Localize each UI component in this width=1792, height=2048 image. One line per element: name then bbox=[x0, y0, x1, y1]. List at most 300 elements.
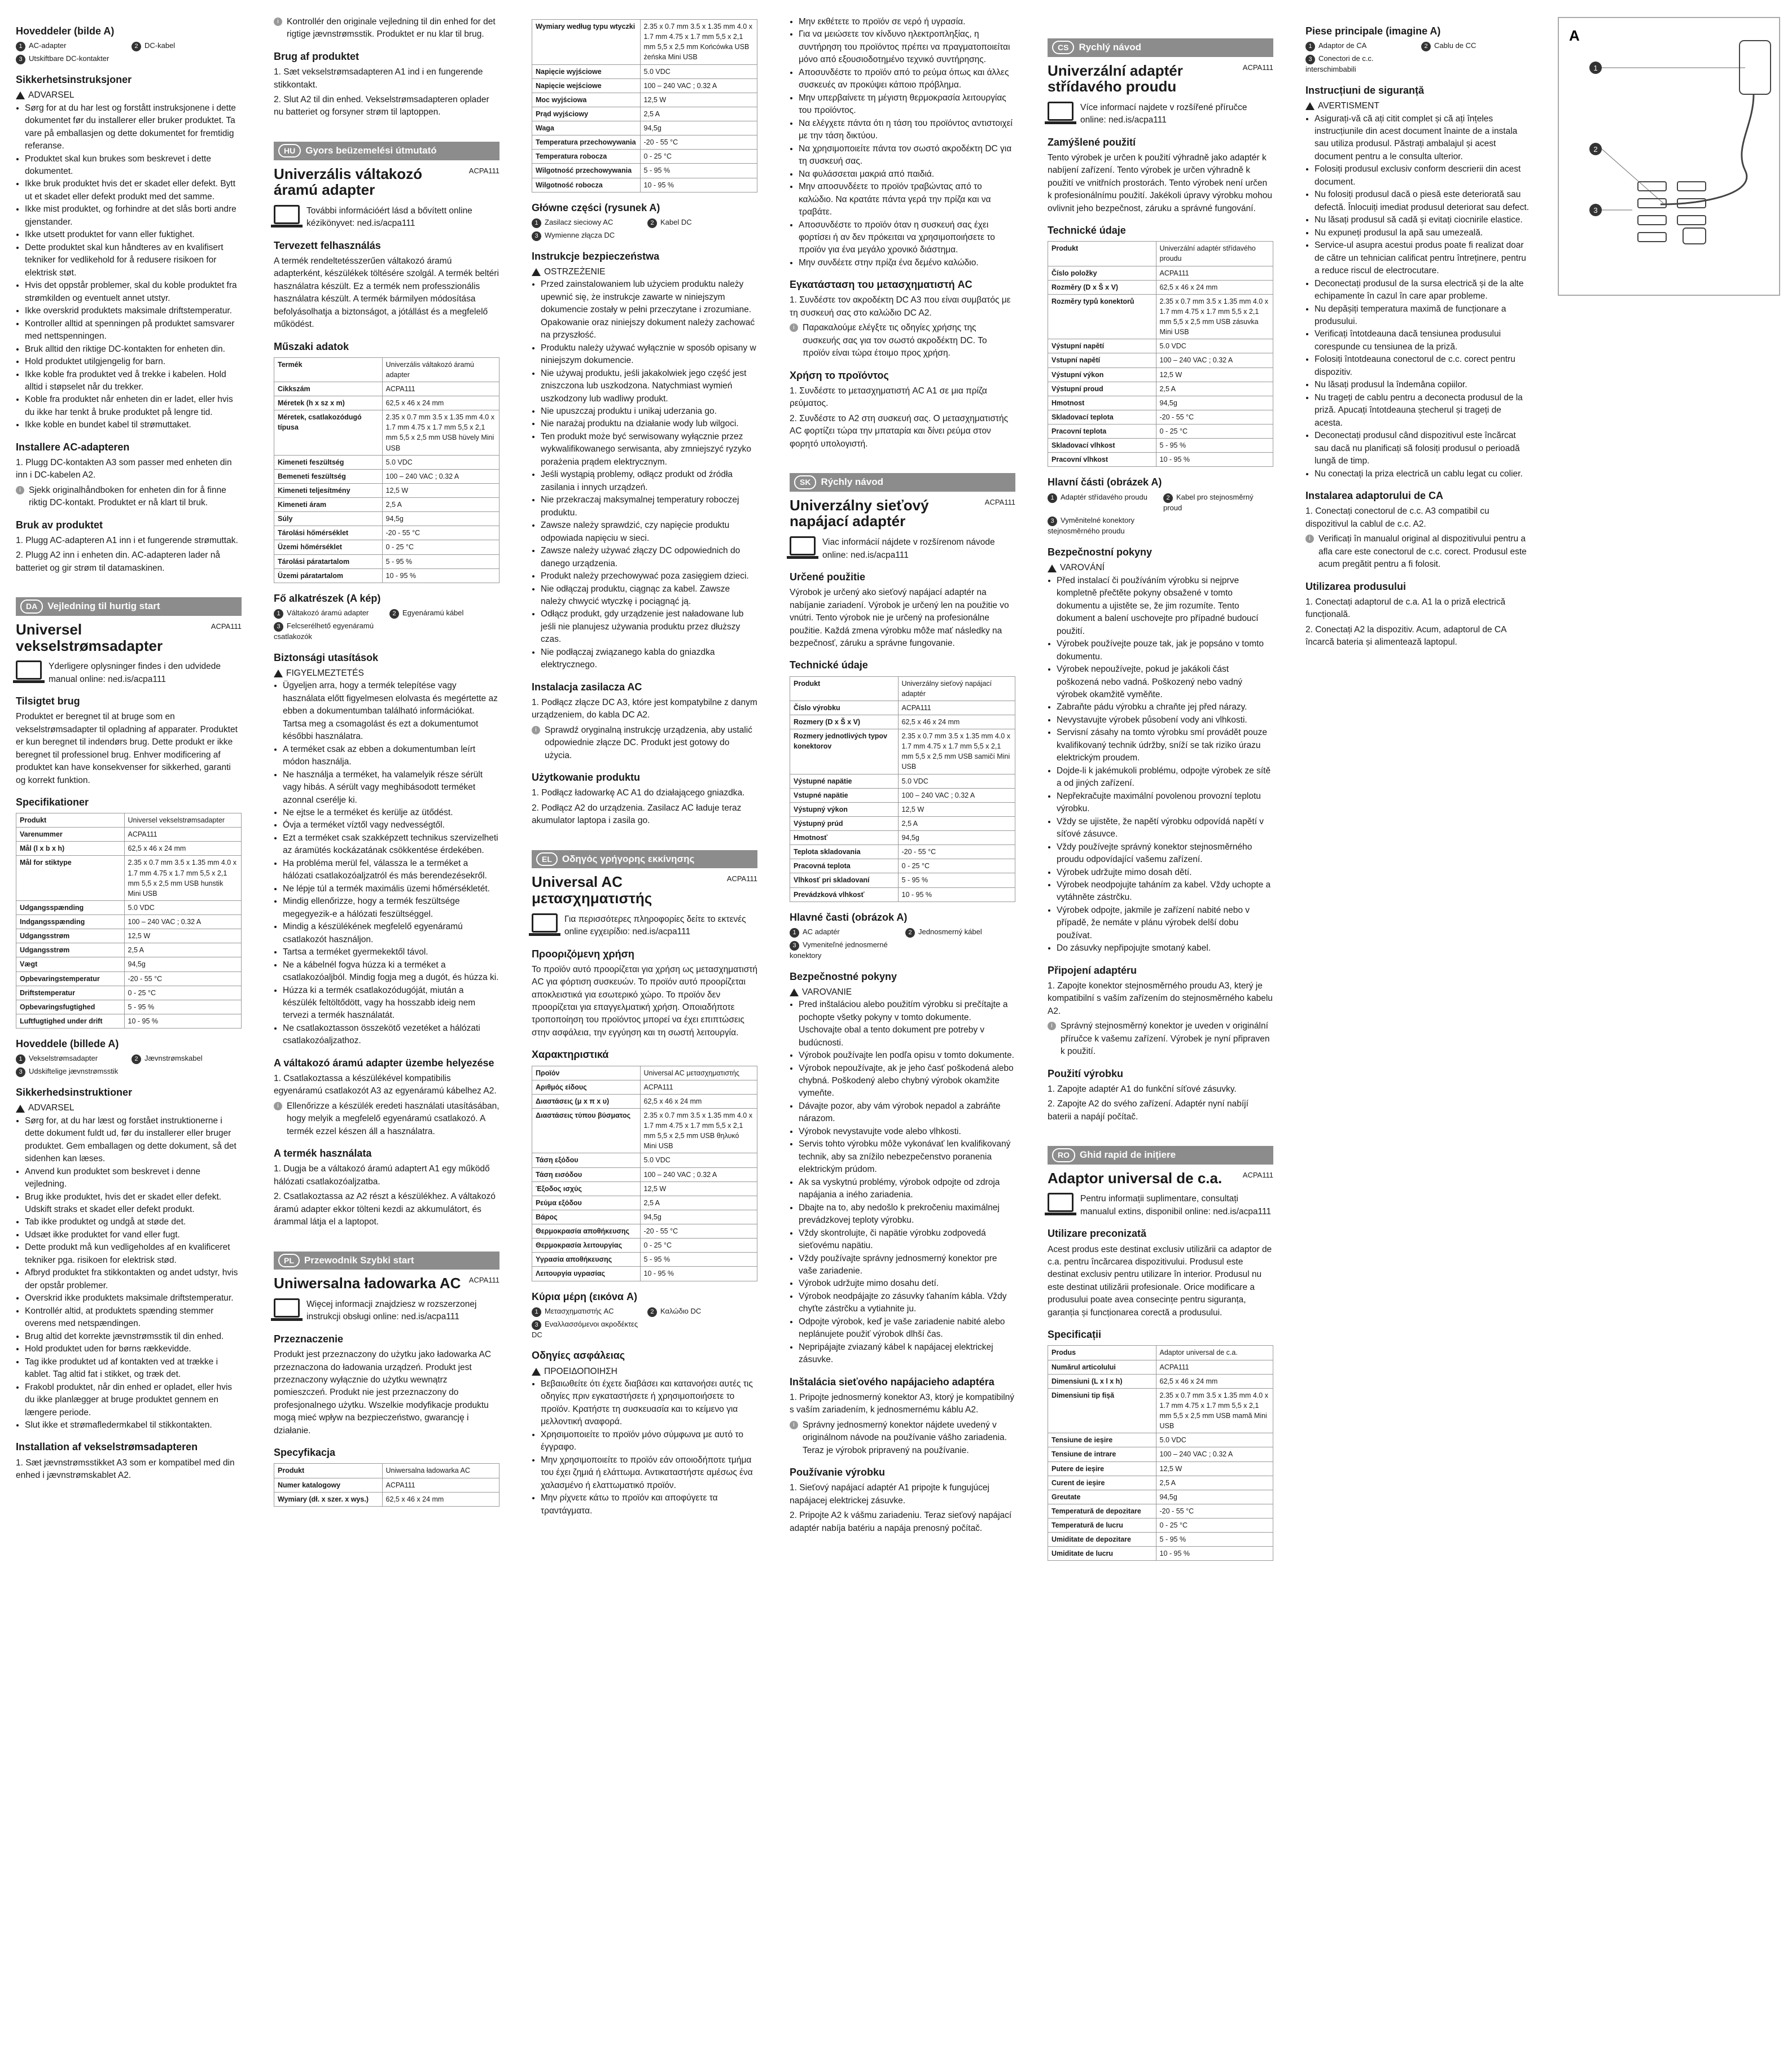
column bbox=[790, 16, 1015, 1537]
table-row bbox=[1048, 1519, 1273, 1533]
spec-value: 2,5 A bbox=[1156, 382, 1273, 396]
number-badge: 1 bbox=[532, 1307, 541, 1317]
spec-label: Tárolási hőmérséklet bbox=[274, 526, 383, 540]
list-item: • Ne ejtse le a terméket és kerülje az ütődést. bbox=[283, 807, 500, 819]
spec-label: Temperatură de lucru bbox=[1048, 1519, 1156, 1533]
spec-label: Rozmery jednotlivých typov konektorov bbox=[790, 729, 899, 774]
table-row bbox=[274, 483, 500, 497]
table-row bbox=[532, 135, 757, 150]
product-code: ACPA111 bbox=[211, 622, 242, 631]
table-row bbox=[16, 957, 242, 972]
online-manual-note bbox=[1048, 1193, 1273, 1218]
table-row bbox=[1048, 1461, 1273, 1476]
list-item: • Výrobek neodpojujte taháním za kabel. Vždy uchopte a vytáhněte zástrčku. bbox=[1057, 879, 1273, 904]
list-item: • Hold produktet utilgjengelig for barn. bbox=[25, 356, 242, 368]
list-item: • Ügyeljen arra, hogy a termék telepítése vagy használata előtt figyelmesen elolvasta és megértette az ebben a dokumentumban található információkat. Tartsa meg a csomagolást és ezt a dokumentumot későbbi használatra. bbox=[283, 680, 500, 743]
section-heading: Műszaki adatok bbox=[274, 340, 349, 352]
table-row bbox=[1048, 367, 1273, 382]
spec-value: 5.0 VDC bbox=[898, 774, 1015, 788]
figure-label: A bbox=[1569, 27, 1580, 44]
part-item: 3 Vymeniteľné jednosmerné konektory bbox=[790, 940, 888, 960]
spec-label: Numer katalogowy bbox=[274, 1478, 383, 1492]
spec-label: Opbevaringsfugtighed bbox=[16, 1000, 125, 1014]
section-heading: Bezpečnostní pokyny bbox=[1048, 546, 1153, 558]
table-row bbox=[1048, 280, 1273, 294]
list-item: • Service-ul asupra acestui produs poate fi realizat doar de către un tehnician calificat pentru întreținere, pentru a reduce riscul de electrocutare. bbox=[1315, 239, 1531, 277]
section-heading: Sikkerhedsinstruktioner bbox=[16, 1087, 133, 1099]
warning-label bbox=[790, 986, 1015, 999]
note bbox=[1048, 1020, 1273, 1058]
note-text: Správny jednosmerný konektor nájdete uvedený v originálnom návode na používanie vášho zariadenia. Teraz je výrobok pripravený na používanie. bbox=[803, 1420, 1007, 1455]
column bbox=[16, 16, 242, 1484]
table-row bbox=[274, 1478, 500, 1492]
spec-value: 12,5 W bbox=[1156, 1461, 1273, 1476]
section-heading: Zamýšlené použití bbox=[1048, 136, 1136, 148]
list-item: • Μην συνδέετε στην πρίζα ένα δεμένο καλώδιο. bbox=[799, 257, 1015, 269]
spec-value: 94,5g bbox=[640, 121, 757, 135]
table-row bbox=[16, 856, 242, 901]
number-badge: 1 bbox=[16, 42, 25, 51]
spec-table bbox=[1048, 241, 1273, 467]
table-row bbox=[1048, 410, 1273, 424]
spec-label: Driftstemperatur bbox=[16, 986, 125, 1000]
spec-label: Opbevaringstemperatur bbox=[16, 972, 125, 986]
spec-value: 5 - 95 % bbox=[1156, 439, 1273, 453]
section-heading: Specifikationer bbox=[16, 796, 89, 808]
product-name: Universel vekselstrømsadapter bbox=[16, 620, 163, 654]
body-text: 1. Podłącz ładowarkę AC A1 do działającego gniazdka. bbox=[532, 788, 745, 798]
list-item: • Ikke bruk produktet hvis det er skadet eller defekt. Bytt ut et skadet eller defekt produkt med det samme. bbox=[25, 178, 242, 203]
section-heading: Specificații bbox=[1048, 1329, 1102, 1341]
part-item: 1 AC-adapter bbox=[16, 41, 126, 51]
number-badge: 2 bbox=[905, 928, 915, 938]
spec-table bbox=[1048, 1345, 1273, 1561]
spec-value: -20 - 55 °C bbox=[1156, 1504, 1273, 1518]
spec-value: 2.35 x 0.7 mm 3.5 x 1.35 mm 4.0 x 1.7 mm 4.75 x 1.7 mm 5,5 x 2,1 mm 5,5 x 2,5 mm USB mamă Mini USB bbox=[1156, 1388, 1273, 1433]
note bbox=[790, 1419, 1015, 1457]
info-icon: i bbox=[274, 17, 282, 26]
spec-label: Napięcie wyjściowe bbox=[532, 64, 641, 78]
product-title bbox=[532, 874, 757, 909]
list-item: • Afbryd produktet fra stikkontakten og andet udstyr, hvis der opstår problemer. bbox=[25, 1267, 242, 1292]
section-heading: Installere AC-adapteren bbox=[16, 441, 130, 453]
spec-value: 5 - 95 % bbox=[382, 554, 499, 568]
product-title bbox=[274, 1275, 500, 1295]
part-item: 3 Vyměnitelné konektory stejnosměrného proudu bbox=[1048, 516, 1135, 536]
list-item: • Tartsa a terméket gyermekektől távol. bbox=[283, 946, 500, 959]
warning-text: VAROVANIE bbox=[802, 987, 852, 997]
spec-value: 62,5 x 46 x 24 mm bbox=[1156, 280, 1273, 294]
table-row bbox=[16, 915, 242, 929]
list-item: • Αποσυνδέστε το προϊόν όταν η συσκευή σας έχει φορτίσει ή αν δεν πρόκειται να χρησιμοποιήσετε το προϊόν για ένα μεγάλο χρονικό διάστημα. bbox=[799, 219, 1015, 257]
table-row bbox=[274, 568, 500, 583]
list-item: • Μην εκθέτετε το προϊόν σε νερό ή υγρασία. bbox=[799, 16, 1015, 28]
product-title bbox=[274, 166, 500, 202]
table-row bbox=[1048, 353, 1273, 367]
table-row bbox=[1048, 1360, 1273, 1374]
spec-value: 2,5 A bbox=[124, 943, 241, 957]
number-badge: 2 bbox=[1163, 493, 1173, 503]
section-heading: Instrukcje bezpieczeństwa bbox=[532, 250, 660, 262]
number-badge: 2 bbox=[1421, 42, 1431, 51]
note-text: Ellenőrizze a készülék eredeti használati utasításában, hogy melyik a megfelelő egyenáramú csatlakozó. A termék ezzel készen áll a használatra. bbox=[287, 1101, 500, 1136]
spec-label: Vlhkosť pri skladovaní bbox=[790, 873, 899, 887]
list-item: • Deconectați produsul când dispozitivul este încărcat sau dacă nu planificați să folosiți produsul o perioadă lungă de timp. bbox=[1315, 430, 1531, 467]
part-item: 1 Μετασχηματιστής AC bbox=[532, 1306, 642, 1317]
list-item: • Dette produktet skal kun håndteres av en kvalifisert tekniker for vedlikehold for å redusere risikoen for elektrisk støt. bbox=[25, 242, 242, 279]
spec-value: ACPA111 bbox=[382, 382, 499, 396]
list-item: • Verificați întotdeauna dacă tensiunea produsului corespunde cu tensiunea de la priză. bbox=[1315, 328, 1531, 353]
list-item: • Nepripájajte zviazaný kábel k napájacej elektrickej zásuvke. bbox=[799, 1341, 1015, 1367]
list-item: • Nu depășiți temperatura maximă de funcționare a produsului. bbox=[1315, 303, 1531, 329]
table-row bbox=[274, 526, 500, 540]
table-row bbox=[1048, 1547, 1273, 1561]
spec-value: -20 - 55 °C bbox=[640, 1224, 757, 1239]
list-item: • Nie przekraczaj maksymalnej temperatury roboczej produktu. bbox=[541, 494, 757, 519]
band-title: Rýchly návod bbox=[821, 476, 883, 488]
list-item: • Χρησιμοποιείτε το προϊόν μόνο σύμφωνα με αυτό το έγγραφο. bbox=[541, 1429, 757, 1454]
spec-value: ACPA111 bbox=[124, 828, 241, 842]
adapter-illustration bbox=[1559, 18, 1779, 295]
spec-label: Greutate bbox=[1048, 1490, 1156, 1504]
spec-label: Διαστάσεις (μ x π x υ) bbox=[532, 1094, 641, 1108]
online-manual-note bbox=[16, 660, 242, 686]
warning-text: ΠΡΟΕΙΔΟΠΟΙΗΣΗ bbox=[544, 1366, 617, 1376]
spec-value: 2,5 A bbox=[640, 107, 757, 121]
warning-text: OSTRZEŻENIE bbox=[544, 266, 606, 277]
list-item: • Ikke koble en bundet kabel til strømuttaket. bbox=[25, 419, 242, 431]
spec-value: Univerzálny sieťový napájací adaptér bbox=[898, 676, 1015, 701]
spec-label: Curent de ieșire bbox=[1048, 1476, 1156, 1490]
spec-label: Pracovní vlhkost bbox=[1048, 453, 1156, 467]
online-manual-note bbox=[274, 1298, 500, 1324]
spec-value: -20 - 55 °C bbox=[640, 135, 757, 150]
table-row bbox=[532, 1167, 757, 1181]
language-code: EL bbox=[536, 852, 558, 866]
table-row bbox=[16, 943, 242, 957]
list-item: • Servisní zásahy na tomto výrobku smí provádět pouze kvalifikovaný technik údržby, sníží se tak riziko úrazu elektrickým proudem. bbox=[1057, 727, 1273, 764]
spec-label: Produs bbox=[1048, 1346, 1156, 1360]
table-row bbox=[532, 107, 757, 121]
spec-value: 5 - 95 % bbox=[898, 873, 1015, 887]
spec-value: 100 – 240 VAC ; 0.32 A bbox=[640, 1167, 757, 1181]
list-item: • Óvja a terméket víztől vagy nedvességtől. bbox=[283, 819, 500, 832]
info-icon: i bbox=[274, 1102, 282, 1110]
body-text: 2. Συνδέστε το A2 στη συσκευή σας. Ο μετασχηματιστής AC φορτίζει τώρα την μπαταρία και δίνει ρεύμα στον φορητό υπολογιστή. bbox=[790, 413, 1009, 449]
table-row bbox=[16, 972, 242, 986]
table-row bbox=[274, 396, 500, 410]
table-row bbox=[1048, 425, 1273, 439]
spec-label: Wilgotność robocza bbox=[532, 178, 641, 192]
instruction-list bbox=[790, 999, 1015, 1367]
spec-value: 0 - 25 °C bbox=[382, 540, 499, 554]
table-row bbox=[274, 554, 500, 568]
body-text: 1. Συνδέστε τον ακροδέκτη DC A3 που είναι συμβατός με τη συσκευή σας στο καλώδιο DC A2. bbox=[790, 295, 1011, 318]
spec-value: ACPA111 bbox=[1156, 1360, 1273, 1374]
warning-icon bbox=[1305, 102, 1315, 110]
spec-value: ACPA111 bbox=[640, 1080, 757, 1094]
table-row bbox=[532, 1239, 757, 1253]
spec-value: Univerzális váltakozó áramú adapter bbox=[382, 357, 499, 382]
spec-label: Luftfugtighed under drift bbox=[16, 1014, 125, 1028]
list-item: • Mindig ellenőrizze, hogy a termék feszültsége megegyezik-e a hálózati feszültséggel. bbox=[283, 895, 500, 921]
language-band bbox=[1048, 38, 1273, 57]
online-manual-text: Yderligere oplysninger findes i den udvidede manual online: ned.is/acpa111 bbox=[49, 662, 221, 684]
laptop-icon bbox=[790, 536, 816, 555]
list-item: • Produkt należy przechowywać poza zasięgiem dzieci. bbox=[541, 570, 757, 583]
list-item: • Vždy používejte správný konektor stejnosměrného proudu odpovídající vašemu zařízení. bbox=[1057, 841, 1273, 867]
list-item: • Kontroller alltid at spenningen på produktet samsvarer med nettspenningen. bbox=[25, 318, 242, 343]
product-code: ACPA111 bbox=[468, 1276, 500, 1285]
spec-label: Umiditate de lucru bbox=[1048, 1547, 1156, 1561]
spec-value: 5.0 VDC bbox=[382, 455, 499, 469]
spec-value: 10 - 95 % bbox=[1156, 453, 1273, 467]
spec-label: Udgangsspænding bbox=[16, 900, 125, 914]
language-code: RO bbox=[1052, 1148, 1075, 1162]
note-text: Správný stejnosměrný konektor je uveden v originální příručce k vašemu zařízení. Výrobek je nyní připraven k použití. bbox=[1061, 1021, 1270, 1057]
table-row bbox=[532, 1108, 757, 1153]
number-badge: 1 bbox=[1048, 493, 1057, 503]
body-text: Tento výrobek je určen k použití výhradně jako adaptér k nabíjení zařízení. Tento výrobek je určen výhradně k použití ve vnitřních prostorách. Tento výrobek není určen k profesionálnímu použití. Jakékoli úpravy výrobku mohou ovlivnit jeho bezpečnost, záruku a správné fungování. bbox=[1048, 152, 1273, 213]
laptop-icon bbox=[274, 205, 300, 224]
part-item: 1 Zasilacz sieciowy AC bbox=[532, 217, 642, 228]
spec-label: Napięcie wejściowe bbox=[532, 78, 641, 93]
online-manual-text: Viac informácií nájdete v rozšírenom návode online: ned.is/acpa111 bbox=[822, 537, 995, 560]
instruction-list bbox=[532, 1378, 757, 1517]
spec-value: 5 - 95 % bbox=[640, 164, 757, 178]
list-item: • A terméket csak az ebben a dokumentumban leírt módon használja. bbox=[283, 743, 500, 769]
spec-value: 12,5 W bbox=[640, 93, 757, 107]
column bbox=[1048, 16, 1273, 1564]
spec-value: 94,5g bbox=[382, 512, 499, 526]
parts-list bbox=[1048, 492, 1273, 537]
language-band bbox=[790, 473, 1015, 492]
product-name: Univerzális váltakozó áramú adapter bbox=[274, 165, 422, 199]
list-item: • Ikke koble fra produktet ved å trekke i kabelen. Hold alltid i støpselet når du trekker. bbox=[25, 369, 242, 394]
table-row bbox=[1048, 439, 1273, 453]
list-item: • Sørg for at du har lest og forstått instruksjonene i dette dokumentet før du installerer eller bruker produktet. Ta vare på emballasjen og dette dokumentet for fremtidig referanse. bbox=[25, 102, 242, 153]
note-text: Sjekk originalhåndboken for enheten din for å finne riktig DC-kontakt. Produktet er nå klart til bruk. bbox=[29, 485, 226, 508]
list-item: • Výrobok nevystavujte vode alebo vlhkosti. bbox=[799, 1126, 1015, 1138]
language-band bbox=[274, 1251, 500, 1270]
warning-icon bbox=[1048, 564, 1057, 572]
note bbox=[532, 724, 757, 762]
spec-label: Produkt bbox=[16, 813, 125, 828]
warning-text: ADVARSEL bbox=[28, 1103, 75, 1113]
instruction-list bbox=[274, 680, 500, 1048]
spec-value: Universel vekselstrømsadapter bbox=[124, 813, 241, 828]
language-band bbox=[532, 850, 757, 869]
list-item: • Výrobok neodpájajte zo zásuvky ťahaním kábla. Vždy chyťte zástrčku a vytiahnite ju. bbox=[799, 1290, 1015, 1316]
note-text: Παρακαλούμε ελέγξτε τις οδηγίες χρήσης της συσκευής σας για τον σωστό ακροδέκτη DC. Το προϊόν είναι τώρα έτοιμο προς χρήση. bbox=[803, 323, 987, 358]
laptop-icon bbox=[16, 660, 42, 680]
list-item: • Αποσυνδέστε το προϊόν από το ρεύμα όπως και άλλες συσκευές αν προκύψει κάποιο πρόβλημα. bbox=[799, 67, 1015, 92]
spec-value: 10 - 95 % bbox=[382, 568, 499, 583]
section-heading: Hlavní části (obrázek A) bbox=[1048, 476, 1162, 488]
language-code: PL bbox=[278, 1254, 300, 1267]
spec-label: Teplota skladovania bbox=[790, 845, 899, 859]
list-item: • Ikke mist produktet, og forhindre at det slås borti andre gjenstander. bbox=[25, 203, 242, 229]
table-row bbox=[790, 802, 1015, 816]
list-item: • Hvis det oppstår problemer, skal du koble produktet fra strømkilden og eventuelt annet utstyr. bbox=[25, 279, 242, 305]
list-item: • Nu conectați la priza electrică un cablu legat cu colier. bbox=[1315, 468, 1531, 480]
spec-label: Indgangsspænding bbox=[16, 915, 125, 929]
spec-value: 100 – 240 VAC ; 0.32 A bbox=[382, 469, 499, 483]
list-item: • Nu folosiți produsul dacă o piesă este deteriorată sau defectă. Înlocuiți imediat produsul deteriorat sau defect. bbox=[1315, 189, 1531, 214]
table-row bbox=[16, 929, 242, 943]
spec-value: 12,5 W bbox=[898, 802, 1015, 816]
list-item: • Pred inštaláciou alebo použitím výrobku si prečítajte a pochopte všetky pokyny v tomto dokumente. Uschovajte obal a tento dokument pre potreby v budúcnosti. bbox=[799, 999, 1015, 1049]
warning-label bbox=[1305, 100, 1531, 112]
table-row bbox=[790, 845, 1015, 859]
spec-value: 5 - 95 % bbox=[124, 1000, 241, 1014]
warning-text: VAROVÁNÍ bbox=[1060, 563, 1105, 573]
list-item: • Kontrollér altid, at produktets spænding stemmer overens med netspændingen. bbox=[25, 1305, 242, 1331]
section-heading: Główne części (rysunek A) bbox=[532, 202, 660, 213]
spec-table bbox=[532, 1066, 757, 1281]
table-row bbox=[274, 1464, 500, 1478]
warning-icon bbox=[16, 91, 25, 99]
spec-value: 2,5 A bbox=[382, 498, 499, 512]
table-row bbox=[790, 873, 1015, 887]
number-badge: 2 bbox=[132, 42, 141, 51]
band-title: Οδηγός γρήγορης εκκίνησης bbox=[562, 853, 695, 864]
list-item: • Výrobek odpojte, jakmile je zařízení nabité nebo v případě, že nemáte v plánu výrobek delší dobu používat. bbox=[1057, 904, 1273, 942]
part-item: 2 Jævnstrømskabel bbox=[132, 1053, 242, 1064]
spec-label: Prąd wyjściowy bbox=[532, 107, 641, 121]
section-heading: Hlavné časti (obrázok A) bbox=[790, 911, 908, 923]
spec-label: Výstupní výkon bbox=[1048, 367, 1156, 382]
info-icon: i bbox=[1305, 535, 1314, 543]
spec-label: Cikkszám bbox=[274, 382, 383, 396]
table-row bbox=[1048, 453, 1273, 467]
product-name: Universal AC μετασχηματιστής bbox=[532, 873, 652, 907]
spec-value: 2.35 x 0.7 mm 3.5 x 1.35 mm 4.0 x 1.7 mm 4.75 x 1.7 mm 5,5 x 2,1 mm 5,5 x 2,5 mm USB θηλυκό Mini USB bbox=[640, 1108, 757, 1153]
body-text: 2. Plugg A2 inn i enheten din. AC-adapteren lader nå batteriet og gir strøm til datamaskinen. bbox=[16, 550, 220, 573]
table-row bbox=[790, 729, 1015, 774]
spec-label: Bemeneti feszültség bbox=[274, 469, 383, 483]
table-row bbox=[532, 1210, 757, 1224]
spec-value: ACPA111 bbox=[898, 701, 1015, 715]
list-item: • Výrobok udržujte mimo dosahu detí. bbox=[799, 1277, 1015, 1290]
list-item: • Produktet skal kun brukes som beskrevet i dette dokumentet. bbox=[25, 153, 242, 178]
spec-label: Βάρος bbox=[532, 1210, 641, 1224]
spec-label: Τάση εξόδου bbox=[532, 1153, 641, 1167]
spec-label: Produkt bbox=[274, 1464, 383, 1478]
note bbox=[790, 322, 1015, 360]
list-item: • Jeśli wystąpią problemy, odłącz produkt od źródła zasilania i innych urządzeń. bbox=[541, 469, 757, 494]
spec-value: 100 – 240 VAC ; 0.32 A bbox=[898, 788, 1015, 802]
warning-text: AVERTISMENT bbox=[1318, 101, 1379, 111]
spec-value: 62,5 x 46 x 24 mm bbox=[898, 715, 1015, 729]
section-heading: Użytkowanie produktu bbox=[532, 772, 641, 784]
language-band bbox=[16, 597, 242, 616]
table-row bbox=[274, 1492, 500, 1506]
spec-label: Produkt bbox=[1048, 242, 1156, 266]
section-heading: Připojení adaptéru bbox=[1048, 964, 1137, 976]
body-text: 1. Συνδέστε το μετασχηματιστή AC A1 σε μια πρίζα ρεύματος. bbox=[790, 386, 987, 409]
table-row bbox=[274, 382, 500, 396]
table-row bbox=[532, 1224, 757, 1239]
list-item: • Výrobek používejte pouze tak, jak je popsáno v tomto dokumentu. bbox=[1057, 638, 1273, 663]
number-badge: 2 bbox=[647, 218, 657, 228]
body-text: Produkt jest przeznaczony do użytku jako ładowarka AC przeznaczona do ładowania urządzeń. Produkt jest przeznaczony wyłącznie do użytku wewnątrz pomieszczeń. Produkt nie jest przeznaczony do profesjonalnego użytku. Wszelkie modyfikacje produktu mogą mieć wpływ na bezpieczeństwo, gwarancję i działanie. bbox=[274, 1350, 492, 1436]
table-row bbox=[532, 164, 757, 178]
warning-icon bbox=[532, 268, 541, 276]
section-heading: Utilizarea produsului bbox=[1305, 580, 1407, 592]
part-item: 3 Udskiftelige jævnstrømsstik bbox=[16, 1066, 126, 1077]
svg-text:2: 2 bbox=[1593, 145, 1598, 154]
spec-label: Mål for stiktype bbox=[16, 856, 125, 901]
svg-text:1: 1 bbox=[1593, 64, 1598, 72]
spec-label: Hmotnost bbox=[1048, 396, 1156, 410]
spec-value: -20 - 55 °C bbox=[1156, 410, 1273, 424]
note bbox=[274, 16, 500, 41]
body-text: 1. Zapojte adaptér A1 do funkční síťové zásuvky. bbox=[1048, 1084, 1237, 1094]
list-item: • Húzza ki a termék csatlakozódugóját, miután a készülék feltöltődött, vagy ha hosszabb ideig nem tervezi a termék használatát. bbox=[283, 984, 500, 1022]
body-text: 1. Conectați adaptorul de c.a. A1 la o priză electrică funcțională. bbox=[1305, 597, 1506, 620]
online-manual-text: Για περισσότερες πληροφορίες δείτε το εκτενές online εγχειρίδιο: ned.is/acpa111 bbox=[564, 914, 746, 937]
spec-value: 12,5 W bbox=[382, 483, 499, 497]
spec-value: 2.35 x 0.7 mm 3.5 x 1.35 mm 4.0 x 1.7 mm 4.75 x 1.7 mm 5,5 x 2,1 mm 5,5 x 2,5 mm USB hunstik Mini USB bbox=[124, 856, 241, 901]
info-icon: i bbox=[790, 323, 798, 332]
spec-label: Méretek, csatlakozódugó típusa bbox=[274, 410, 383, 456]
list-item: • Ha probléma merül fel, válassza le a terméket a hálózati csatlakozóaljzatról és más berendezésekről. bbox=[283, 857, 500, 883]
list-item: • Odłącz produkt, gdy urządzenie jest naładowane lub jeśli nie planujesz używania produktu przez dłuższy czas. bbox=[541, 608, 757, 646]
table-row bbox=[532, 1153, 757, 1167]
number-badge: 3 bbox=[532, 1320, 541, 1330]
list-item: • Μην χρησιμοποιείτε το προϊόν εάν οποιοδήποτε τμήμα του έχει ζημιά ή ελάττωμα. Αντικαταστήστε αμέσως ένα χαλασμένο ή ελαττωματικό προϊόν. bbox=[541, 1454, 757, 1492]
list-item: • Produktu należy używać wyłącznie w sposób opisany w niniejszym dokumencie. bbox=[541, 342, 757, 367]
list-item: • Μην ρίχνετε κάτω το προϊόν και αποφύγετε τα τραντάγματα. bbox=[541, 1492, 757, 1517]
note-text: Verificați în manualul original al dispozitivului pentru a afla care este conectorul de c.c. corect. Produsul este acum pregătit pentru a fi folosit. bbox=[1318, 534, 1527, 570]
warning-label bbox=[274, 667, 500, 680]
product-title bbox=[790, 497, 1015, 533]
spec-value: 62,5 x 46 x 24 mm bbox=[1156, 1374, 1273, 1388]
list-item: • Dette produkt må kun vedligeholdes af en kvalificeret tekniker pga. risikoen for elektrisk stød. bbox=[25, 1241, 242, 1267]
spec-value: 10 - 95 % bbox=[640, 1267, 757, 1281]
spec-label: Číslo výrobku bbox=[790, 701, 899, 715]
table-row bbox=[790, 715, 1015, 729]
warning-label bbox=[16, 89, 242, 102]
spec-label: Vstupné napätie bbox=[790, 788, 899, 802]
body-text: 1. Zapojte konektor stejnosměrného proudu A3, který je kompatibilní s vaším zařízením do stejnosměrného kabelu A2. bbox=[1048, 981, 1273, 1016]
number-badge: 2 bbox=[389, 609, 399, 619]
spec-label: Wilgotność przechowywania bbox=[532, 164, 641, 178]
table-row bbox=[532, 178, 757, 192]
table-row bbox=[16, 900, 242, 914]
table-row bbox=[1048, 339, 1273, 353]
spec-value: 10 - 95 % bbox=[124, 1014, 241, 1028]
list-item: • Ten produkt może być serwisowany wyłącznie przez wykwalifikowanego serwisanta, aby zmniejszyć ryzyko porażenia prądem elektrycznym. bbox=[541, 431, 757, 469]
warning-text: FIGYELMEZTETÉS bbox=[286, 668, 364, 678]
column bbox=[274, 16, 500, 1510]
list-item: • Udsæt ikke produktet for vand eller fugt. bbox=[25, 1229, 242, 1241]
spec-value: 100 – 240 VAC ; 0.32 A bbox=[1156, 1447, 1273, 1461]
spec-label: Tárolási páratartalom bbox=[274, 554, 383, 568]
table-row bbox=[532, 64, 757, 78]
spec-label: Temperatură de depozitare bbox=[1048, 1504, 1156, 1518]
spec-value: 5.0 VDC bbox=[640, 1153, 757, 1167]
list-item: • Ikke utsett produktet for vann eller fuktighet. bbox=[25, 229, 242, 241]
list-item: • Overskrid ikke produktets maksimale driftstemperatur. bbox=[25, 1292, 242, 1305]
part-item: 2 Kabel DC bbox=[647, 217, 757, 228]
spec-label: Dimensiuni tip fișă bbox=[1048, 1388, 1156, 1433]
spec-label: Διαστάσεις τύπου βύσματος bbox=[532, 1108, 641, 1153]
table-row bbox=[532, 150, 757, 164]
table-row bbox=[532, 20, 757, 65]
warning-icon bbox=[790, 988, 799, 996]
